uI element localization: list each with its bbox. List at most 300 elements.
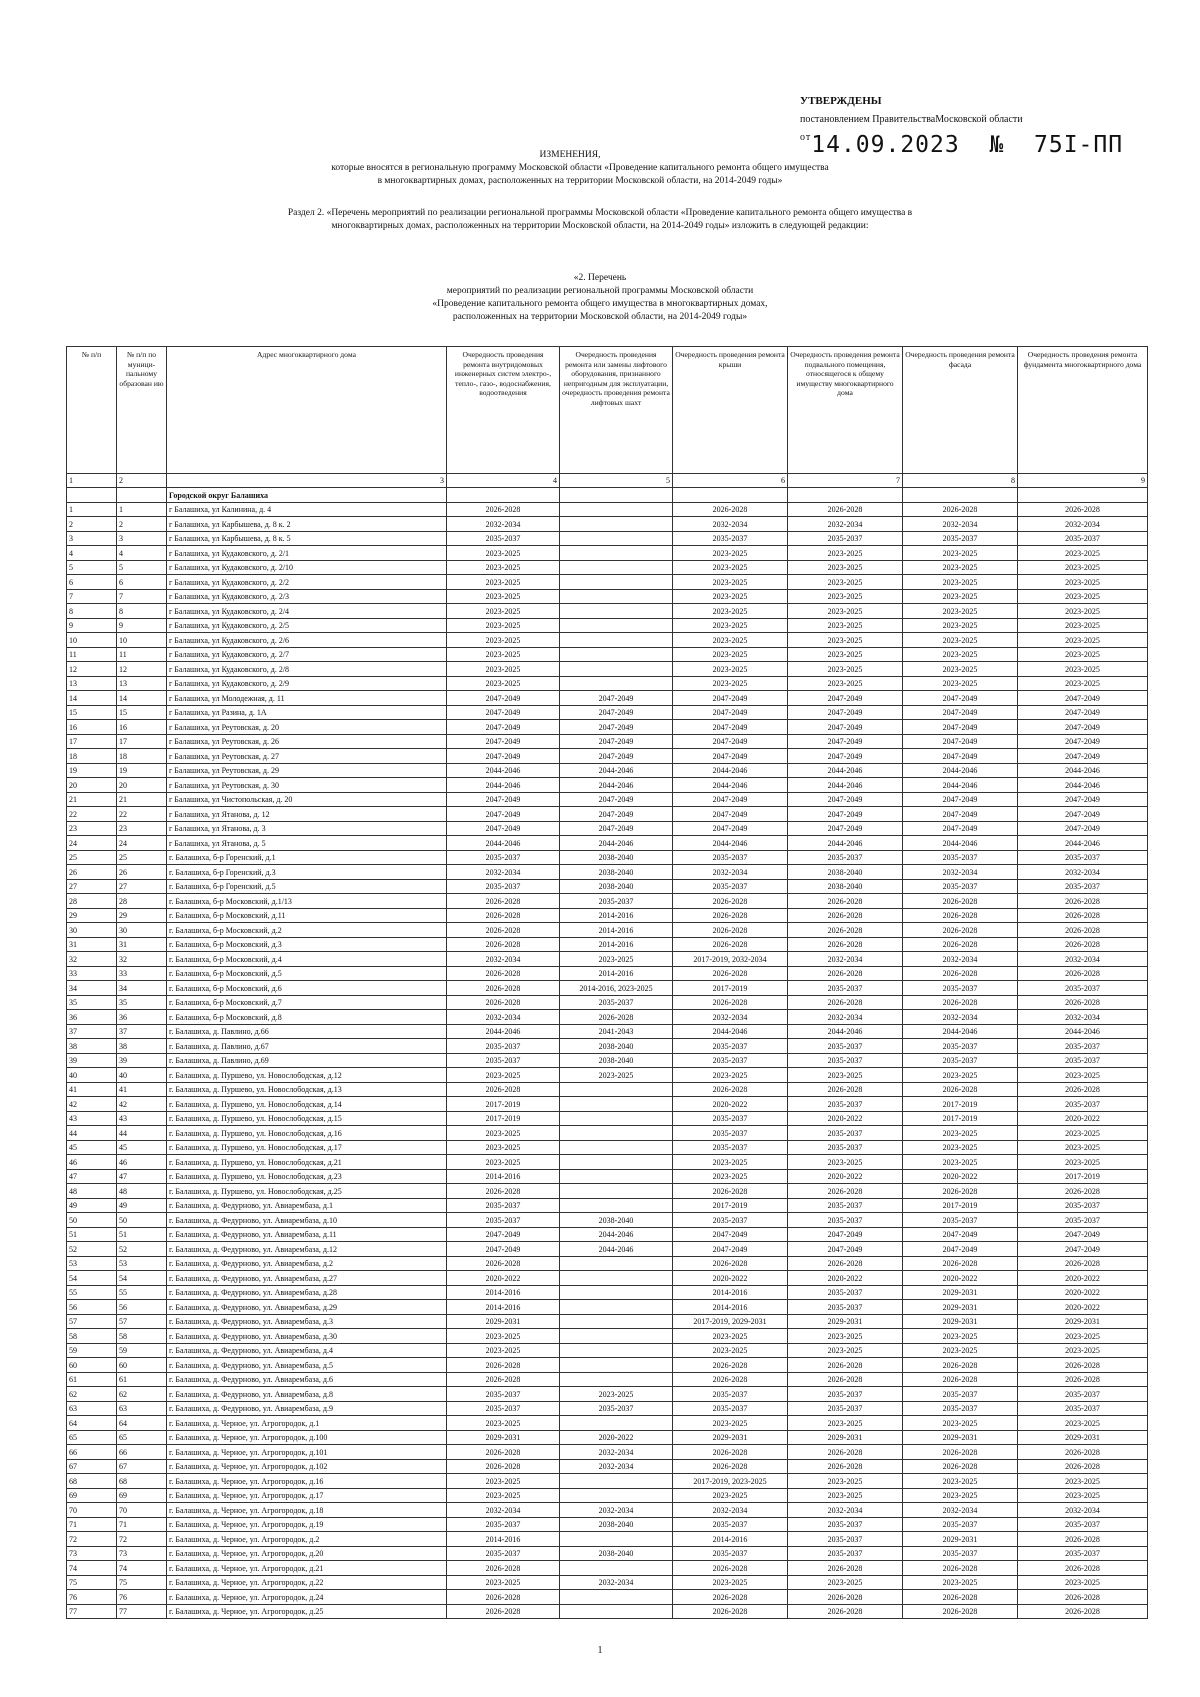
address: г. Балашиха, д. Черное, ул. Агрогородок, д.16 (167, 1474, 447, 1489)
foundation-period: 2032-2034 (1018, 952, 1148, 967)
municipal-number: 42 (117, 1097, 167, 1112)
municipal-number: 15 (117, 705, 167, 720)
roof-period: 2047-2049 (673, 705, 788, 720)
roof-period: 2026-2028 (673, 923, 788, 938)
list-title-3: «Проведение капитального ремонта общего имущества в многоквартирных домах, (432, 299, 768, 309)
basement-period: 2023-2025 (788, 633, 903, 648)
elevator-period (560, 1300, 673, 1315)
facade-period: 2023-2025 (903, 1343, 1018, 1358)
engineering-systems-period: 2023-2025 (447, 560, 560, 575)
facade-period: 2026-2028 (903, 1082, 1018, 1097)
roof-period: 2017-2019, 2029-2031 (673, 1314, 788, 1329)
row-number: 74 (67, 1561, 117, 1576)
foundation-period: 2020-2022 (1018, 1300, 1148, 1315)
engineering-systems-period: 2035-2037 (447, 850, 560, 865)
elevator-period (560, 1140, 673, 1155)
basement-period: 2026-2028 (788, 1445, 903, 1460)
column-number: 6 (673, 474, 788, 488)
facade-period: 2032-2034 (903, 952, 1018, 967)
table-row (67, 517, 1148, 532)
elevator-period: 2047-2049 (560, 792, 673, 807)
elevator-period: 2014-2016 (560, 908, 673, 923)
basement-period: 2026-2028 (788, 894, 903, 909)
elevator-period (560, 517, 673, 532)
foundation-period: 2026-2028 (1018, 966, 1148, 981)
row-number: 56 (67, 1300, 117, 1315)
header-cell: Очередность проведения ремонта фасада (903, 347, 1018, 474)
engineering-systems-period: 2023-2025 (447, 1068, 560, 1083)
column-number: 8 (903, 474, 1018, 488)
table-row (67, 1430, 1148, 1445)
engineering-systems-period: 2023-2025 (447, 1343, 560, 1358)
facade-period: 2047-2049 (903, 734, 1018, 749)
basement-period: 2035-2037 (788, 1546, 903, 1561)
facade-period: 2035-2037 (903, 850, 1018, 865)
facade-period: 2029-2031 (903, 1285, 1018, 1300)
roof-period: 2032-2034 (673, 865, 788, 880)
foundation-period: 2035-2037 (1018, 879, 1148, 894)
facade-period: 2035-2037 (903, 879, 1018, 894)
elevator-period (560, 1590, 673, 1605)
row-number: 37 (67, 1024, 117, 1039)
table-row (67, 1285, 1148, 1300)
address: г Балашиха, ул Кудаковского, д. 2/1 (167, 546, 447, 561)
table-row (67, 546, 1148, 561)
row-number: 12 (67, 662, 117, 677)
address: г. Балашиха, д. Федурново, ул. Авиарембаза, д.29 (167, 1300, 447, 1315)
approval-title: УТВЕРЖДЕНЫ (800, 95, 882, 107)
municipal-number: 48 (117, 1184, 167, 1199)
row-number: 24 (67, 836, 117, 851)
municipal-number: 62 (117, 1387, 167, 1402)
facade-period: 2023-2025 (903, 1140, 1018, 1155)
facade-period: 2023-2025 (903, 1575, 1018, 1590)
basement-period: 2026-2028 (788, 937, 903, 952)
roof-period: 2017-2019 (673, 981, 788, 996)
basement-period: 2023-2025 (788, 618, 903, 633)
elevator-period (560, 1314, 673, 1329)
header-cell: Адрес многоквартирного дома (167, 347, 447, 474)
row-number: 46 (67, 1155, 117, 1170)
address: г. Балашиха, б-р Московский, д.5 (167, 966, 447, 981)
municipal-number: 12 (117, 662, 167, 677)
table-row (67, 589, 1148, 604)
basement-period: 2047-2049 (788, 1227, 903, 1242)
address: г. Балашиха, б-р Московский, д.6 (167, 981, 447, 996)
facade-period: 2026-2028 (903, 1459, 1018, 1474)
foundation-period: 2023-2025 (1018, 647, 1148, 662)
table-row (67, 1111, 1148, 1126)
basement-period: 2047-2049 (788, 705, 903, 720)
municipal-number: 38 (117, 1039, 167, 1054)
facade-period: 2035-2037 (903, 1213, 1018, 1228)
roof-period: 2026-2028 (673, 966, 788, 981)
foundation-period: 2026-2028 (1018, 1445, 1148, 1460)
roof-period: 2026-2028 (673, 1590, 788, 1605)
elevator-period (560, 1474, 673, 1489)
municipal-number: 11 (117, 647, 167, 662)
roof-period: 2023-2025 (673, 676, 788, 691)
foundation-period: 2023-2025 (1018, 1329, 1148, 1344)
engineering-systems-period: 2026-2028 (447, 981, 560, 996)
engineering-systems-period: 2035-2037 (447, 1387, 560, 1402)
facade-period: 2017-2019 (903, 1198, 1018, 1213)
row-number: 64 (67, 1416, 117, 1431)
roof-period: 2014-2016 (673, 1285, 788, 1300)
page-number: 1 (597, 1645, 603, 1656)
row-number: 58 (67, 1329, 117, 1344)
address: г. Балашиха, б-р Горенский, д.5 (167, 879, 447, 894)
municipal-number: 58 (117, 1329, 167, 1344)
roof-period: 2023-2025 (673, 1343, 788, 1358)
facade-period: 2032-2034 (903, 1010, 1018, 1025)
engineering-systems-period: 2047-2049 (447, 1242, 560, 1257)
engineering-systems-period: 2035-2037 (447, 879, 560, 894)
elevator-period: 2032-2034 (560, 1575, 673, 1590)
address: г Балашиха, ул Реутовская, д. 27 (167, 749, 447, 764)
roof-period: 2047-2049 (673, 792, 788, 807)
engineering-systems-period: 2026-2028 (447, 1358, 560, 1373)
municipal-number: 18 (117, 749, 167, 764)
group-row (67, 488, 1148, 503)
engineering-systems-period: 2044-2046 (447, 836, 560, 851)
facade-period: 2023-2025 (903, 575, 1018, 590)
facade-period: 2029-2031 (903, 1430, 1018, 1445)
foundation-period: 2026-2028 (1018, 1459, 1148, 1474)
table-row (67, 575, 1148, 590)
roof-period: 2026-2028 (673, 1082, 788, 1097)
facade-period: 2035-2037 (903, 1039, 1018, 1054)
address: г. Балашиха, б-р Московский, д.4 (167, 952, 447, 967)
municipal-number: 50 (117, 1213, 167, 1228)
municipal-number: 73 (117, 1546, 167, 1561)
foundation-period: 2026-2028 (1018, 1184, 1148, 1199)
engineering-systems-period: 2026-2028 (447, 1184, 560, 1199)
roof-period: 2035-2037 (673, 1140, 788, 1155)
basement-period: 2026-2028 (788, 502, 903, 517)
table-row (67, 1010, 1148, 1025)
facade-period: 2029-2031 (903, 1532, 1018, 1547)
table-row (67, 1445, 1148, 1460)
roof-period: 2023-2025 (673, 633, 788, 648)
table-row (67, 1532, 1148, 1547)
table-row (67, 1242, 1148, 1257)
basement-period: 2023-2025 (788, 604, 903, 619)
table-row (67, 821, 1148, 836)
address: г Балашиха, ул Кудаковского, д. 2/4 (167, 604, 447, 619)
municipal-number: 19 (117, 763, 167, 778)
foundation-period: 2023-2025 (1018, 1575, 1148, 1590)
engineering-systems-period: 2026-2028 (447, 908, 560, 923)
elevator-period: 2032-2034 (560, 1445, 673, 1460)
changes-line-1: которые вносятся в региональную программу Московской области «Проведение капитального ремонта общего имущества (331, 163, 829, 173)
engineering-systems-period: 2029-2031 (447, 1314, 560, 1329)
elevator-period (560, 1111, 673, 1126)
basement-period: 2035-2037 (788, 1213, 903, 1228)
municipal-number: 36 (117, 1010, 167, 1025)
roof-period: 2047-2049 (673, 1242, 788, 1257)
foundation-period: 2020-2022 (1018, 1271, 1148, 1286)
table-row (67, 633, 1148, 648)
municipal-number: 30 (117, 923, 167, 938)
roof-period: 2023-2025 (673, 1575, 788, 1590)
elevator-period: 2044-2046 (560, 778, 673, 793)
table-row (67, 662, 1148, 677)
roof-period: 2035-2037 (673, 1039, 788, 1054)
address: г Балашиха, ул Кудаковского, д. 2/3 (167, 589, 447, 604)
elevator-period: 2035-2037 (560, 1401, 673, 1416)
roof-period: 2014-2016 (673, 1300, 788, 1315)
municipal-number: 55 (117, 1285, 167, 1300)
elevator-period: 2023-2025 (560, 1387, 673, 1402)
engineering-systems-period: 2014-2016 (447, 1532, 560, 1547)
roof-period: 2035-2037 (673, 1126, 788, 1141)
foundation-period: 2026-2028 (1018, 937, 1148, 952)
foundation-period: 2047-2049 (1018, 1242, 1148, 1257)
row-number: 2 (67, 517, 117, 532)
roof-period: 2044-2046 (673, 836, 788, 851)
engineering-systems-period: 2047-2049 (447, 749, 560, 764)
elevator-period (560, 589, 673, 604)
facade-period: 2044-2046 (903, 778, 1018, 793)
foundation-period: 2023-2025 (1018, 1126, 1148, 1141)
foundation-period: 2032-2034 (1018, 1010, 1148, 1025)
municipal-number: 40 (117, 1068, 167, 1083)
basement-period: 2047-2049 (788, 734, 903, 749)
row-number: 33 (67, 966, 117, 981)
row-number: 39 (67, 1053, 117, 1068)
elevator-period (560, 1343, 673, 1358)
basement-period: 2023-2025 (788, 1343, 903, 1358)
row-number: 34 (67, 981, 117, 996)
table-row (67, 734, 1148, 749)
municipal-number: 14 (117, 691, 167, 706)
roof-period: 2047-2049 (673, 1227, 788, 1242)
basement-period: 2035-2037 (788, 981, 903, 996)
municipal-number: 67 (117, 1459, 167, 1474)
roof-period: 2026-2028 (673, 502, 788, 517)
engineering-systems-period: 2047-2049 (447, 691, 560, 706)
municipal-number: 32 (117, 952, 167, 967)
municipal-number: 54 (117, 1271, 167, 1286)
row-number: 52 (67, 1242, 117, 1257)
table-row (67, 531, 1148, 546)
elevator-period: 2038-2040 (560, 1517, 673, 1532)
elevator-period: 2044-2046 (560, 836, 673, 851)
facade-period: 2047-2049 (903, 1242, 1018, 1257)
basement-period: 2044-2046 (788, 778, 903, 793)
elevator-period: 2047-2049 (560, 807, 673, 822)
roof-period: 2047-2049 (673, 720, 788, 735)
basement-period: 2023-2025 (788, 662, 903, 677)
elevator-period (560, 1329, 673, 1344)
basement-period: 2023-2025 (788, 589, 903, 604)
row-number: 51 (67, 1227, 117, 1242)
engineering-systems-period: 2023-2025 (447, 618, 560, 633)
address: г. Балашиха, д. Черное, ул. Агрогородок, д.21 (167, 1561, 447, 1576)
table-row (67, 952, 1148, 967)
elevator-period (560, 1082, 673, 1097)
municipal-number: 21 (117, 792, 167, 807)
elevator-period (560, 1358, 673, 1373)
address: г. Балашиха, б-р Московский, д.11 (167, 908, 447, 923)
foundation-period: 2047-2049 (1018, 821, 1148, 836)
elevator-period (560, 662, 673, 677)
foundation-period: 2026-2028 (1018, 1372, 1148, 1387)
row-number: 5 (67, 560, 117, 575)
basement-period: 2035-2037 (788, 1300, 903, 1315)
address: г. Балашиха, д. Черное, ул. Агрогородок, д.100 (167, 1430, 447, 1445)
municipal-number: 44 (117, 1126, 167, 1141)
facade-period: 2035-2037 (903, 531, 1018, 546)
roof-period: 2035-2037 (673, 1213, 788, 1228)
municipal-number: 61 (117, 1372, 167, 1387)
row-number: 57 (67, 1314, 117, 1329)
row-number: 54 (67, 1271, 117, 1286)
elevator-period (560, 633, 673, 648)
facade-period: 2035-2037 (903, 981, 1018, 996)
roof-period: 2023-2025 (673, 575, 788, 590)
engineering-systems-period: 2023-2025 (447, 1126, 560, 1141)
elevator-period: 2020-2022 (560, 1430, 673, 1445)
basement-period: 2047-2049 (788, 691, 903, 706)
facade-period: 2023-2025 (903, 546, 1018, 561)
basement-period: 2047-2049 (788, 1242, 903, 1257)
elevator-period: 2014-2016 (560, 923, 673, 938)
row-number: 77 (67, 1604, 117, 1619)
engineering-systems-period: 2035-2037 (447, 1401, 560, 1416)
roof-period: 2026-2028 (673, 995, 788, 1010)
facade-period: 2023-2025 (903, 662, 1018, 677)
roof-period: 2035-2037 (673, 1546, 788, 1561)
facade-period: 2035-2037 (903, 1387, 1018, 1402)
elevator-period: 2023-2025 (560, 952, 673, 967)
address: г Балашиха, ул Кудаковского, д. 2/6 (167, 633, 447, 648)
address: г. Балашиха, б-р Московский, д.8 (167, 1010, 447, 1025)
table-row (67, 1053, 1148, 1068)
elevator-period (560, 1271, 673, 1286)
row-number: 3 (67, 531, 117, 546)
table-row (67, 1155, 1148, 1170)
elevator-period (560, 1532, 673, 1547)
facade-period: 2047-2049 (903, 821, 1018, 836)
foundation-period: 2023-2025 (1018, 1343, 1148, 1358)
basement-period: 2023-2025 (788, 1575, 903, 1590)
address: г Балашиха, ул Кудаковского, д. 2/9 (167, 676, 447, 691)
basement-period: 2023-2025 (788, 560, 903, 575)
address: г. Балашиха, д. Федурново, ул. Авиарембаза, д.30 (167, 1329, 447, 1344)
elevator-period (560, 676, 673, 691)
elevator-period: 2047-2049 (560, 821, 673, 836)
basement-period: 2038-2040 (788, 865, 903, 880)
foundation-period: 2023-2025 (1018, 546, 1148, 561)
elevator-period (560, 1561, 673, 1576)
basement-period: 2035-2037 (788, 1053, 903, 1068)
foundation-period: 2017-2019 (1018, 1169, 1148, 1184)
engineering-systems-period: 2026-2028 (447, 937, 560, 952)
table-row (67, 618, 1148, 633)
basement-period: 2047-2049 (788, 749, 903, 764)
roof-period: 2035-2037 (673, 1517, 788, 1532)
table-row (67, 1546, 1148, 1561)
row-number: 13 (67, 676, 117, 691)
table-row (67, 1140, 1148, 1155)
municipal-number: 22 (117, 807, 167, 822)
foundation-period: 2026-2028 (1018, 923, 1148, 938)
engineering-systems-period: 2026-2028 (447, 1256, 560, 1271)
basement-period: 2023-2025 (788, 1474, 903, 1489)
address: г Балашиха, ул Карбышева, д. 8 к. 5 (167, 531, 447, 546)
foundation-period: 2047-2049 (1018, 1227, 1148, 1242)
row-number: 10 (67, 633, 117, 648)
row-number: 43 (67, 1111, 117, 1126)
header-cell: Очередность проведения ремонта крыши (673, 347, 788, 474)
elevator-period (560, 1604, 673, 1619)
municipal-number: 13 (117, 676, 167, 691)
row-number: 28 (67, 894, 117, 909)
row-number: 20 (67, 778, 117, 793)
address: г. Балашиха, д. Павлино, д.69 (167, 1053, 447, 1068)
table-row (67, 1561, 1148, 1576)
municipal-number: 52 (117, 1242, 167, 1257)
basement-period: 2047-2049 (788, 720, 903, 735)
table-row (67, 1575, 1148, 1590)
address: г Балашиха, ул Карбышева, д. 8 к. 2 (167, 517, 447, 532)
elevator-period: 2047-2049 (560, 720, 673, 735)
engineering-systems-period: 2023-2025 (447, 1140, 560, 1155)
basement-period: 2026-2028 (788, 1604, 903, 1619)
facade-period: 2035-2037 (903, 1517, 1018, 1532)
facade-period: 2026-2028 (903, 1590, 1018, 1605)
foundation-period: 2044-2046 (1018, 778, 1148, 793)
foundation-period: 2047-2049 (1018, 705, 1148, 720)
foundation-period: 2035-2037 (1018, 1039, 1148, 1054)
address: г Балашиха, ул Ятанова, д. 12 (167, 807, 447, 822)
municipal-number: 64 (117, 1416, 167, 1431)
facade-period: 2026-2028 (903, 894, 1018, 909)
roof-period: 2035-2037 (673, 1401, 788, 1416)
table-row (67, 1416, 1148, 1431)
municipal-number: 35 (117, 995, 167, 1010)
foundation-period: 2047-2049 (1018, 734, 1148, 749)
row-number: 59 (67, 1343, 117, 1358)
foundation-period: 2023-2025 (1018, 1488, 1148, 1503)
elevator-period: 2023-2025 (560, 1068, 673, 1083)
municipal-number: 77 (117, 1604, 167, 1619)
roof-period: 2020-2022 (673, 1271, 788, 1286)
facade-period: 2020-2022 (903, 1271, 1018, 1286)
roof-period: 2044-2046 (673, 763, 788, 778)
facade-period: 2026-2028 (903, 502, 1018, 517)
foundation-period: 2026-2028 (1018, 894, 1148, 909)
address: г. Балашиха, д. Федурново, ул. Авиарембаза, д.9 (167, 1401, 447, 1416)
row-number: 22 (67, 807, 117, 822)
municipal-number: 70 (117, 1503, 167, 1518)
address: г Балашиха, ул Кудаковского, д. 2/7 (167, 647, 447, 662)
engineering-systems-period: 2014-2016 (447, 1169, 560, 1184)
basement-period: 2044-2046 (788, 763, 903, 778)
facade-period: 2023-2025 (903, 1329, 1018, 1344)
elevator-period: 2014-2016, 2023-2025 (560, 981, 673, 996)
table-row (67, 1372, 1148, 1387)
foundation-period: 2035-2037 (1018, 1387, 1148, 1402)
address: г. Балашиха, д. Федурново, ул. Авиарембаза, д.8 (167, 1387, 447, 1402)
basement-period: 2026-2028 (788, 1561, 903, 1576)
table-row (67, 1169, 1148, 1184)
basement-period: 2035-2037 (788, 1198, 903, 1213)
table-row (67, 1517, 1148, 1532)
engineering-systems-period: 2023-2025 (447, 1329, 560, 1344)
